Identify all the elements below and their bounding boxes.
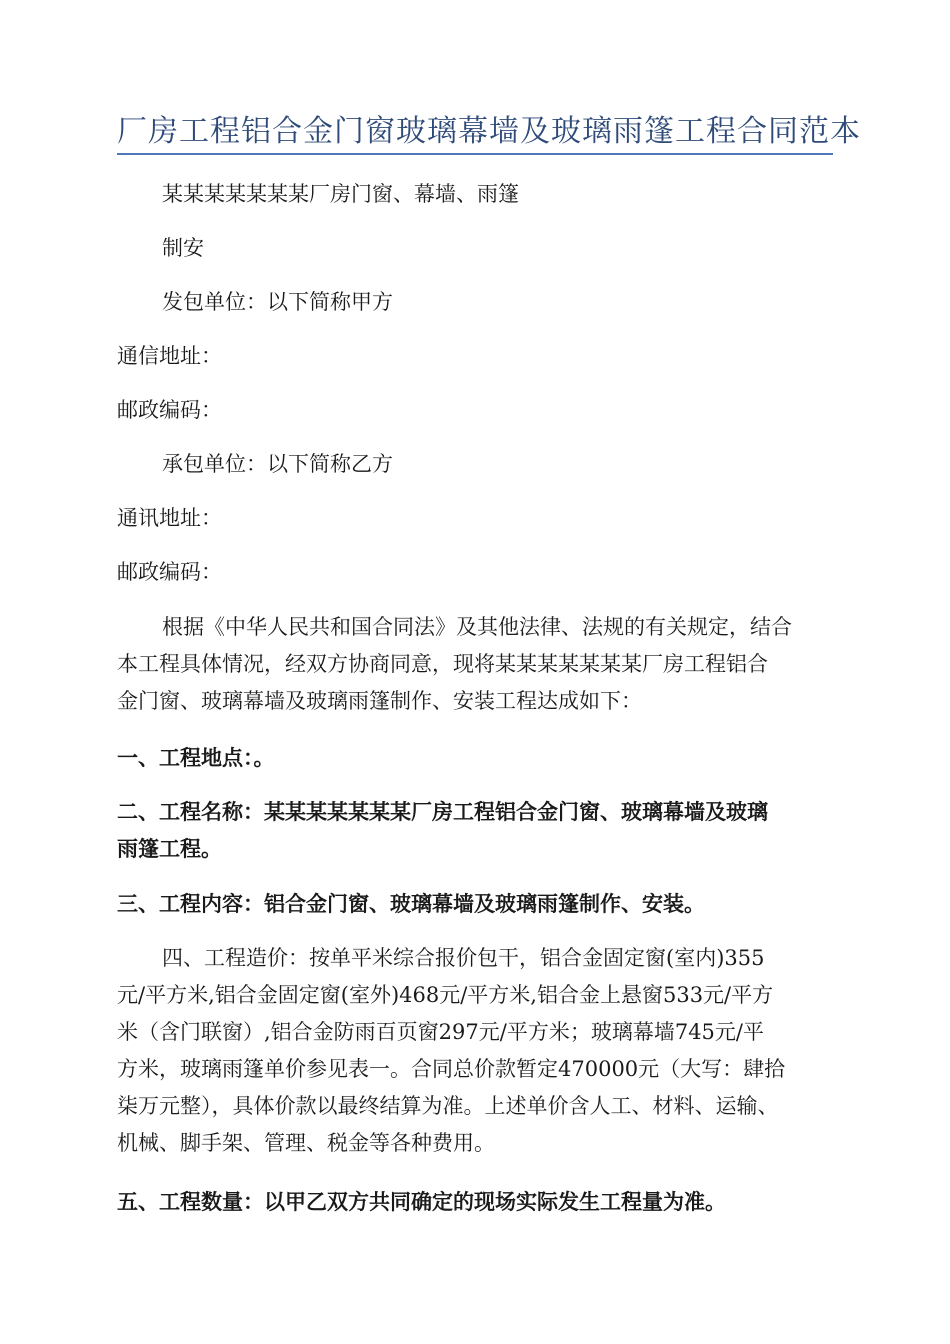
intro-line: 金门窗、玻璃幕墙及玻璃雨篷制作、安装工程达成如下： xyxy=(117,689,642,713)
title-underline xyxy=(117,153,833,155)
employer-address-line: 通信地址： xyxy=(117,344,222,368)
contractor-address-line: 通讯地址： xyxy=(117,506,222,530)
intro-line: 本工程具体情况，经双方协商同意，现将某某某某某某某厂房工程铝合 xyxy=(117,652,768,676)
clause-4-line: 米（含门联窗）,铝合金防雨百页窗297元/平方米；玻璃幕墙745元/平 xyxy=(117,1020,764,1044)
project-subject-continuation: 制安 xyxy=(162,236,204,260)
clause-4-line: 机械、脚手架、管理、税金等各种费用。 xyxy=(117,1131,495,1155)
intro-paragraph xyxy=(117,609,833,720)
clause-2-line: 雨篷工程。 xyxy=(117,836,222,861)
clause-1-location: 一、工程地点：。 xyxy=(117,745,275,770)
document-title: 厂房工程铝合金门窗玻璃幕墙及玻璃雨篷工程合同范本 xyxy=(117,114,861,149)
employer-postcode-line: 邮政编码： xyxy=(117,398,222,422)
employer-line: 发包单位：以下简称甲方 xyxy=(162,290,393,314)
clause-3-content: 三、工程内容：铝合金门窗、玻璃幕墙及玻璃雨篷制作、安装。 xyxy=(117,891,705,916)
contractor-line: 承包单位：以下简称乙方 xyxy=(162,452,393,476)
clause-2-name xyxy=(117,793,833,867)
clause-5-quantity: 五、工程数量：以甲乙双方共同确定的现场实际发生工程量为准。 xyxy=(117,1189,726,1214)
clause-4-line: 四、工程造价：按单平米综合报价包干，铝合金固定窗(室内)355 xyxy=(162,946,765,970)
clause-4-line: 柒万元整），具体价款以最终结算为准。上述单价含人工、材料、运输、 xyxy=(117,1094,779,1118)
clause-4-line: 方米，玻璃雨篷单价参见表一。合同总价款暂定470000元（大写：肆拾 xyxy=(117,1057,786,1081)
intro-line: 根据《中华人民共和国合同法》及其他法律、法规的有关规定，结合 xyxy=(162,615,792,639)
clause-2-line: 二、工程名称：某某某某某某某厂房工程铝合金门窗、玻璃幕墙及玻璃 xyxy=(117,799,768,824)
contractor-postcode-line: 邮政编码： xyxy=(117,560,222,584)
clause-4-line: 元/平方米,铝合金固定窗(室外)468元/平方米,铝合金上悬窗533元/平方 xyxy=(117,983,774,1007)
clause-4-price xyxy=(117,940,833,1162)
project-subject-line: 某某某某某某某厂房门窗、幕墙、雨篷 xyxy=(162,182,519,206)
